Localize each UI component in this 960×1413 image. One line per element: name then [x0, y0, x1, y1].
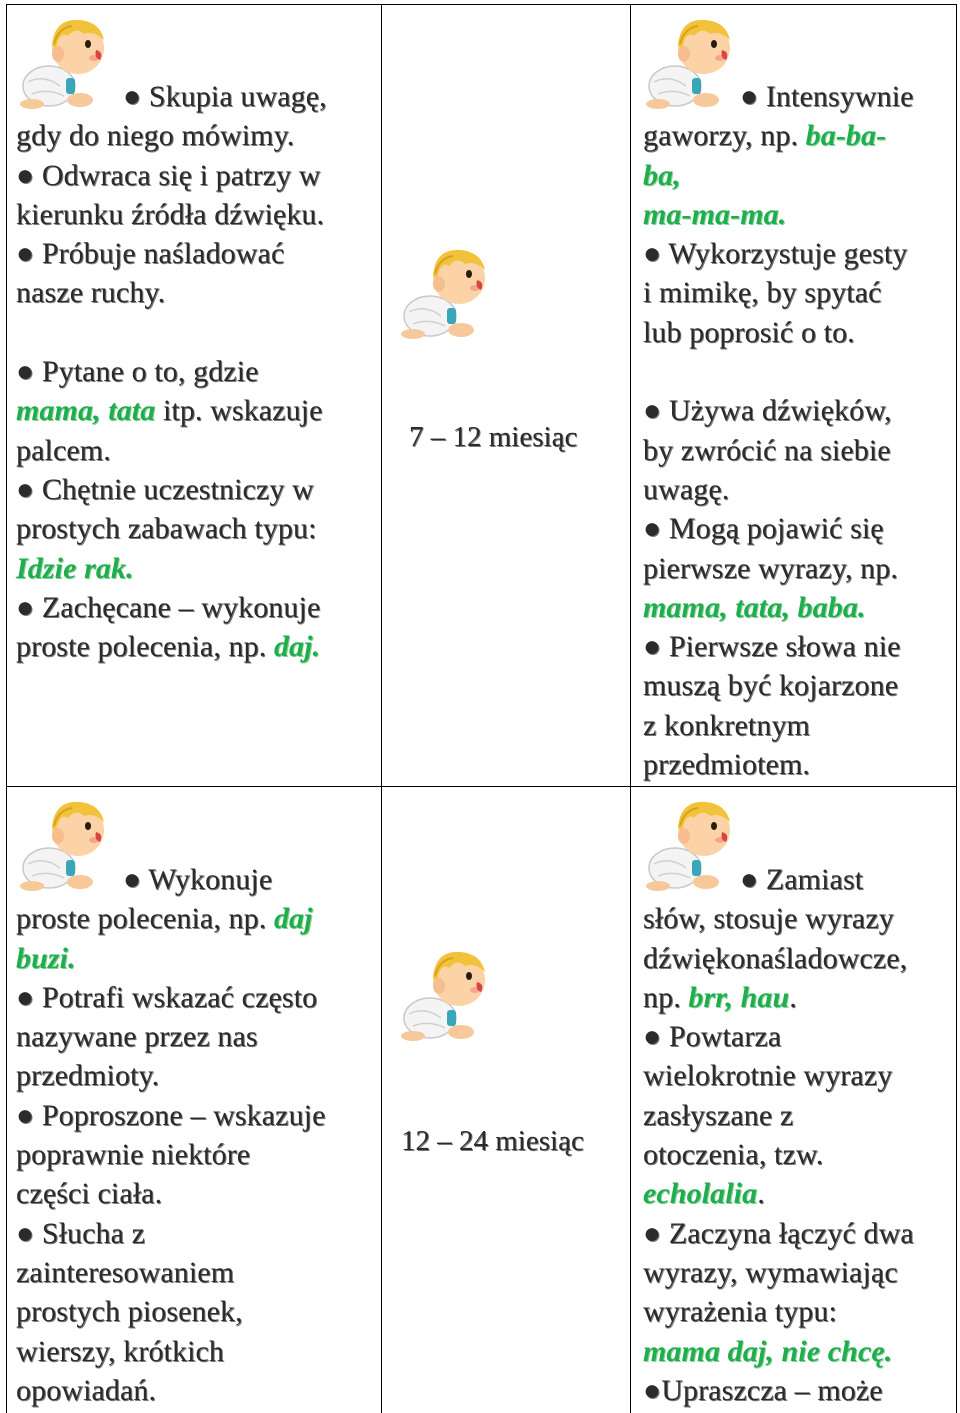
highlighted-example: brr, hau: [688, 980, 790, 1014]
text-segment: zainteresowaniem: [16, 1255, 235, 1289]
table-border: [630, 4, 631, 1413]
text-line: [643, 899, 955, 938]
text-line: [16, 1253, 378, 1292]
text-line: [643, 391, 955, 430]
text-line: [643, 1214, 955, 1253]
highlighted-example: mama daj, nie chcę.: [643, 1334, 893, 1368]
highlighted-example: buzi.: [16, 941, 76, 975]
text-segment: np.: [643, 980, 689, 1014]
text-line: [16, 352, 378, 391]
text-line: [643, 1017, 955, 1056]
text-line: [16, 1292, 378, 1331]
text-segment: muszą być kojarzone: [643, 669, 899, 703]
text-line: [643, 431, 955, 470]
text-segment: ● Skupia uwagę,: [123, 80, 327, 113]
text-segment: nazywane przez nas: [16, 1020, 258, 1054]
text-line: [643, 234, 955, 273]
text-segment: ● Potrafi wskazać często: [16, 980, 318, 1014]
crawling-baby-icon: [14, 790, 108, 892]
text-segment: ● Mogą pojawić się: [643, 512, 884, 546]
highlighted-example: echolalia: [643, 1177, 758, 1211]
text-segment: przedmiotem.: [643, 748, 810, 782]
crawling-baby-icon: [640, 790, 734, 892]
text-segment: wielokrotnie wyrazy: [643, 1059, 893, 1093]
text-segment: ● Wykonuje: [123, 863, 273, 896]
text-line: [643, 116, 955, 155]
text-segment: ● Pytane o to, gdzie: [16, 355, 259, 389]
text-segment: ● Odwraca się i patrzy w: [16, 158, 321, 192]
text-line: [643, 1253, 955, 1292]
highlighted-example: daj: [273, 902, 313, 936]
text-line: [643, 939, 955, 978]
text-segment: pierwsze wyrazy, np.: [643, 551, 898, 585]
text-line: [643, 195, 955, 234]
text-line: [16, 1332, 378, 1371]
text-line: [643, 509, 955, 548]
text-segment: ● Pierwsze słowa nie: [643, 630, 901, 664]
text-line: [643, 273, 955, 312]
text-line: [16, 1214, 378, 1253]
text-line: [643, 1292, 955, 1331]
text-line: [643, 978, 955, 1017]
text-line: [643, 1056, 955, 1095]
text-segment: wierszy, krótkich: [16, 1334, 225, 1368]
text-segment: i mimikę, by spytać: [643, 276, 882, 310]
text-line: [16, 627, 378, 666]
text-segment: gaworzy, np.: [643, 119, 806, 153]
text-line: [643, 352, 955, 391]
text-line: [16, 313, 378, 352]
highlighted-example: mama, tata, baba.: [643, 590, 866, 624]
table-border: [381, 4, 382, 1413]
text-segment: przedmioty.: [16, 1059, 160, 1093]
crawling-baby-icon: [395, 940, 489, 1042]
text-segment: lub poprosić o to.: [643, 315, 855, 349]
text-segment: itp. wskazuje: [155, 394, 323, 428]
text-line: [643, 706, 955, 745]
text-line: [16, 195, 378, 234]
text-line: [16, 234, 378, 273]
text-segment: ● Zaczyna łączyć dwa: [643, 1216, 914, 1250]
text-segment: poprawnie niektóre: [16, 1138, 251, 1172]
text-line: [643, 156, 955, 195]
text-line: [16, 156, 378, 195]
text-segment: części ciała.: [16, 1177, 163, 1211]
row2-left-cell: [16, 860, 378, 1410]
text-line: [643, 313, 955, 352]
text-segment: kierunku źródła dźwięku.: [16, 197, 325, 231]
text-line: [16, 899, 378, 938]
crawling-baby-icon: [395, 238, 489, 340]
text-segment: wyrazy, wymawiając: [643, 1255, 898, 1289]
table-border: [6, 786, 957, 787]
text-segment: ● Wykorzystuje gesty: [643, 237, 908, 271]
text-line: [16, 273, 378, 312]
text-line: [643, 1371, 955, 1410]
text-segment: wyrażenia typu:: [643, 1295, 837, 1329]
table-border: [6, 4, 957, 5]
text-line: [643, 1096, 955, 1135]
text-segment: prostych piosenek,: [16, 1295, 243, 1329]
row2-age-label: 12 – 24 miesiąc: [401, 1125, 584, 1157]
row1-right-cell: [643, 77, 955, 784]
text-segment: ●Upraszcza – może: [643, 1373, 883, 1407]
text-segment: z konkretnym: [643, 708, 810, 742]
text-segment: ● Intensywnie: [740, 80, 914, 113]
text-line: [643, 588, 955, 627]
text-line: [16, 978, 378, 1017]
text-segment: uwagę.: [643, 472, 730, 506]
text-segment: by zwrócić na siebie: [643, 433, 891, 467]
text-line: [16, 939, 378, 978]
text-line: [16, 470, 378, 509]
text-segment: ● Używa dźwięków,: [643, 394, 892, 428]
text-segment: gdy do niego mówimy.: [16, 119, 295, 153]
highlighted-example: ma-ma-ma.: [643, 197, 787, 231]
text-line: [16, 588, 378, 627]
highlighted-example: mama, tata: [16, 394, 156, 428]
text-segment: dźwiękonaśladowcze,: [643, 941, 908, 975]
text-segment: proste polecenia, np.: [16, 902, 274, 936]
text-line: [643, 1135, 955, 1174]
text-segment: .: [757, 1177, 765, 1211]
text-segment: proste polecenia, np.: [16, 630, 274, 664]
text-segment: ● Chętnie uczestniczy w: [16, 472, 314, 506]
row2-right-cell: [643, 860, 955, 1410]
text-line: [643, 627, 955, 666]
text-line: [16, 1056, 378, 1095]
text-segment: zasłyszane z: [643, 1098, 794, 1132]
text-segment: słów, stosuje wyrazy: [643, 902, 894, 936]
highlighted-example: ba,: [643, 158, 681, 192]
text-segment: nasze ruchy.: [16, 276, 166, 310]
text-line: [643, 666, 955, 705]
text-line: [643, 1174, 955, 1213]
text-segment: .: [789, 980, 797, 1014]
text-line: [16, 549, 378, 588]
text-segment: ● Zamiast: [740, 863, 864, 896]
highlighted-example: daj.: [273, 630, 321, 664]
text-segment: ● Poproszone – wskazuje: [16, 1098, 326, 1132]
text-segment: opowiadań.: [16, 1373, 157, 1407]
text-segment: ● Zachęcane – wykonuje: [16, 590, 321, 624]
highlighted-example: Idzie rak.: [16, 551, 134, 585]
text-line: [16, 391, 378, 430]
text-segment: ● Słucha z: [16, 1216, 146, 1250]
table-border: [956, 4, 957, 1413]
crawling-baby-icon: [14, 8, 108, 110]
text-line: [16, 431, 378, 470]
text-line: [16, 509, 378, 548]
crawling-baby-icon: [640, 8, 734, 110]
text-line: [16, 116, 378, 155]
text-segment: prostych zabawach typu:: [16, 512, 317, 546]
text-segment: palcem.: [16, 433, 111, 467]
text-line: [643, 1332, 955, 1371]
row1-age-label: 7 – 12 miesiąc: [409, 421, 578, 453]
text-line: [643, 549, 955, 588]
text-line: [643, 470, 955, 509]
text-segment: otoczenia, tzw.: [643, 1138, 824, 1172]
text-segment: ● Powtarza: [643, 1020, 782, 1054]
text-line: [16, 1174, 378, 1213]
text-line: [643, 745, 955, 784]
text-line: [16, 1371, 378, 1410]
table-border: [6, 4, 7, 1413]
text-line: [16, 1017, 378, 1056]
text-segment: ● Próbuje naśladować: [16, 237, 285, 271]
row1-left-cell: [16, 77, 378, 666]
text-line: [16, 1096, 378, 1135]
highlighted-example: ba-ba-: [805, 119, 887, 153]
text-line: [16, 1135, 378, 1174]
